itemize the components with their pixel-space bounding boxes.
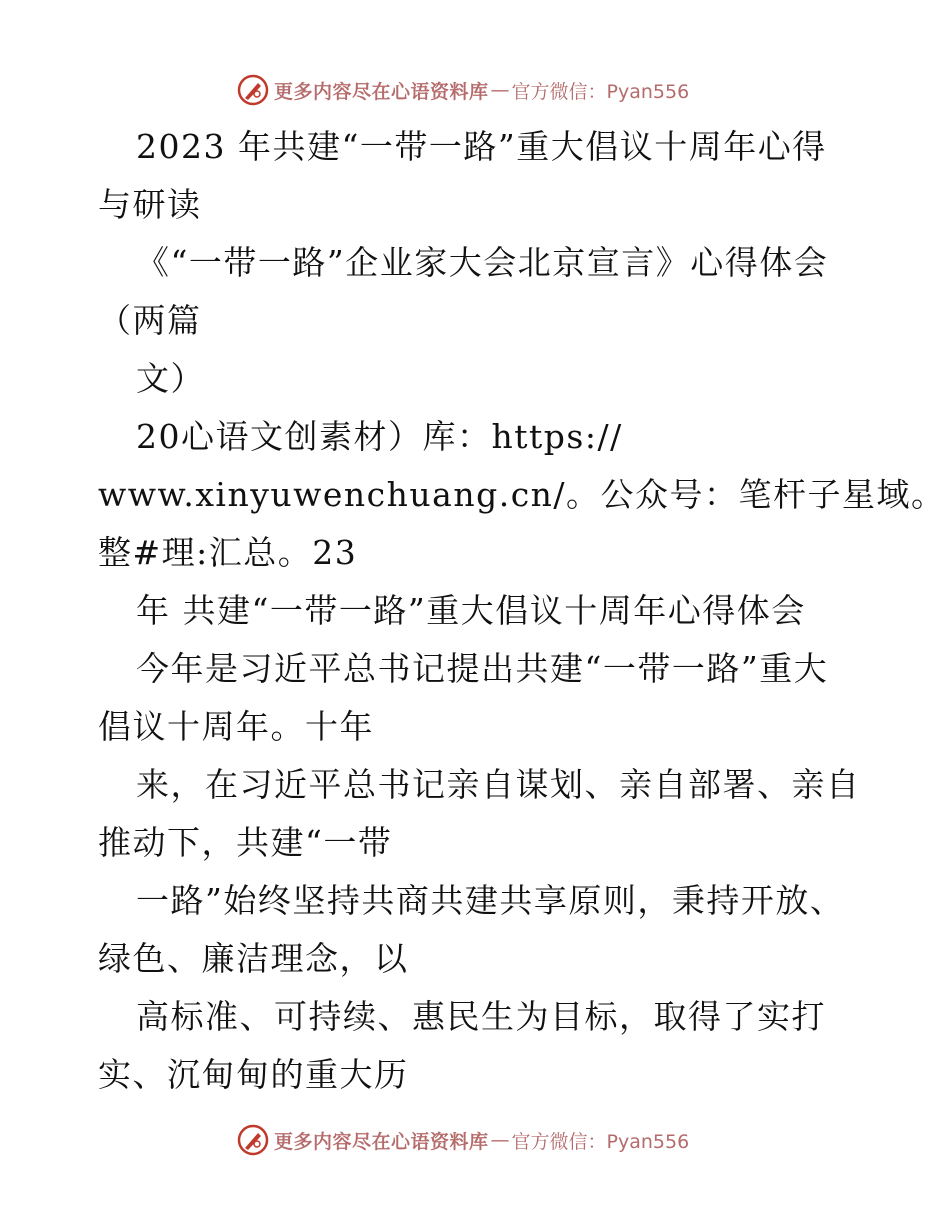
paragraph-line: 推动下，共建“一带	[98, 823, 393, 862]
paragraph-line: 来，在习近平总书记亲自谋划、亲自部署、亲自	[136, 765, 861, 804]
source-line-2: www.xinyuwenchuang.cn/。公众号：笔杆子星域。	[98, 475, 946, 514]
title-line-2: 与研读	[98, 185, 202, 224]
subtitle-line-2: （两篇	[98, 301, 202, 340]
subtitle-line-3: 文）	[136, 359, 205, 398]
footer-banner	[236, 1122, 689, 1158]
pen-circle-logo-icon	[236, 73, 270, 107]
section-heading: 年 共建“一带一路”重大倡议十周年心得体会	[136, 591, 806, 630]
footer-separator: —	[490, 1129, 510, 1151]
paragraph-line: 高标准、可持续、惠民生为目标，取得了实打	[136, 997, 826, 1036]
footer-wechat: 官方微信：Pyan556	[511, 1130, 690, 1153]
source-line-3: 整#理:汇总。23	[98, 533, 358, 572]
paragraph-line: 绿色、廉洁理念，以	[98, 939, 409, 978]
header-text: 更多内容尽在心语资料库	[274, 80, 489, 103]
header-wechat: 官方微信：Pyan556	[511, 80, 690, 103]
paragraph-line: 实、沉甸甸的重大历	[98, 1055, 409, 1094]
footer-text: 更多内容尽在心语资料库	[274, 1130, 489, 1153]
title-line-1: 2023 年共建“一带一路”重大倡议十周年心得	[136, 127, 827, 166]
pen-circle-logo-icon	[236, 1123, 270, 1157]
source-line-1: 20心语文创素材）库：https://	[136, 417, 623, 456]
document-body	[98, 118, 946, 1104]
header-separator: —	[490, 79, 510, 101]
subtitle-line-1: 《“一带一路”企业家大会北京宣言》心得体会	[136, 243, 829, 282]
header-banner	[236, 72, 689, 108]
paragraph-line: 今年是习近平总书记提出共建“一带一路”重大	[136, 649, 829, 688]
paragraph-line: 一路”始终坚持共商共建共享原则，秉持开放、	[136, 881, 845, 920]
paragraph-line: 倡议十周年。十年	[98, 707, 374, 746]
